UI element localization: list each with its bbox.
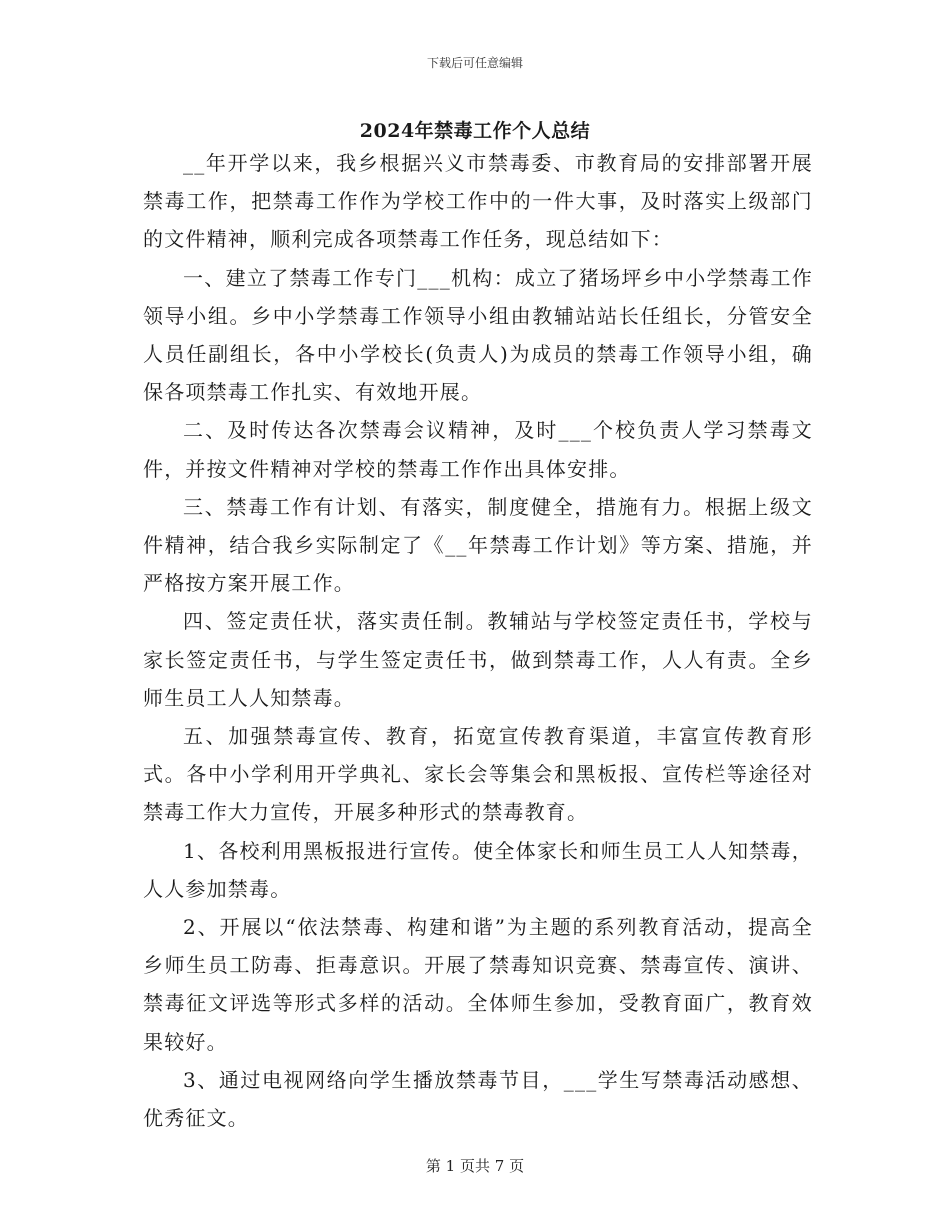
document-body bbox=[143, 144, 813, 1137]
paragraph-section-5: 五、加强禁毒宣传、教育，拓宽宣传教育渠道，丰富宣传教育形式。各中小学利用开学典礼、家长会等集会和黑板报、宣传栏等途径对禁毒工作大力宣传，开展多种形式的禁毒教育。 bbox=[143, 724, 813, 825]
paragraph-section-2: 二、及时传达各次禁毒会议精神，及时___个校负责人学习禁毒文件，并按文件精神对学校的禁毒工作作出具体安排。 bbox=[143, 418, 813, 481]
paragraph-intro: __年开学以来，我乡根据兴义市禁毒委、市教育局的安排部署开展禁毒工作，把禁毒工作作为学校工作中的一件大事，及时落实上级部门的文件精神，顺利完成各项禁毒工作任务，现总结如下： bbox=[143, 151, 813, 252]
header-note: 下载后可任意编辑 bbox=[426, 56, 523, 70]
paragraph-item-2: 2、开展以“依法禁毒、构建和谐”为主题的系列教育活动，提高全乡师生员工防毒、拒毒意识。开展了禁毒知识竞赛、禁毒宣传、演讲、禁毒征文评选等形式多样的活动。全体师生参加，受教育面广，教育效果较好。 bbox=[143, 915, 813, 1054]
page-footer: 第 1 页共 7 页 bbox=[425, 1157, 525, 1175]
paragraph-section-1: 一、建立了禁毒工作专门___机构：成立了猪场坪乡中小学禁毒工作领导小组。乡中小学禁毒工作领导小组由教辅站站长任组长，分管安全人员任副组长，各中小学校长(负责人)为成员的禁毒工作领导小组，确保各项禁毒工作扎实、有效地开展。 bbox=[143, 265, 813, 405]
document-title: 2024年禁毒工作个人总结 bbox=[359, 120, 591, 142]
paragraph-section-3: 三、禁毒工作有计划、有落实，制度健全，措施有力。根据上级文件精神，结合我乡实际制定了《__年禁毒工作计划》等方案、措施，并严格按方案开展工作。 bbox=[143, 494, 813, 596]
paragraph-item-3: 3、通过电视网络向学生播放禁毒节目，___学生写禁毒活动感想、优秀征文。 bbox=[143, 1067, 813, 1131]
paragraph-item-1: 1、各校利用黑板报进行宣传。使全体家长和师生员工人人知禁毒，人人参加禁毒。 bbox=[143, 838, 813, 901]
paragraph-section-4: 四、签定责任状，落实责任制。教辅站与学校签定责任书，学校与家长签定责任书，与学生签定责任书，做到禁毒工作，人人有责。全乡师生员工人人知禁毒。 bbox=[143, 609, 813, 710]
